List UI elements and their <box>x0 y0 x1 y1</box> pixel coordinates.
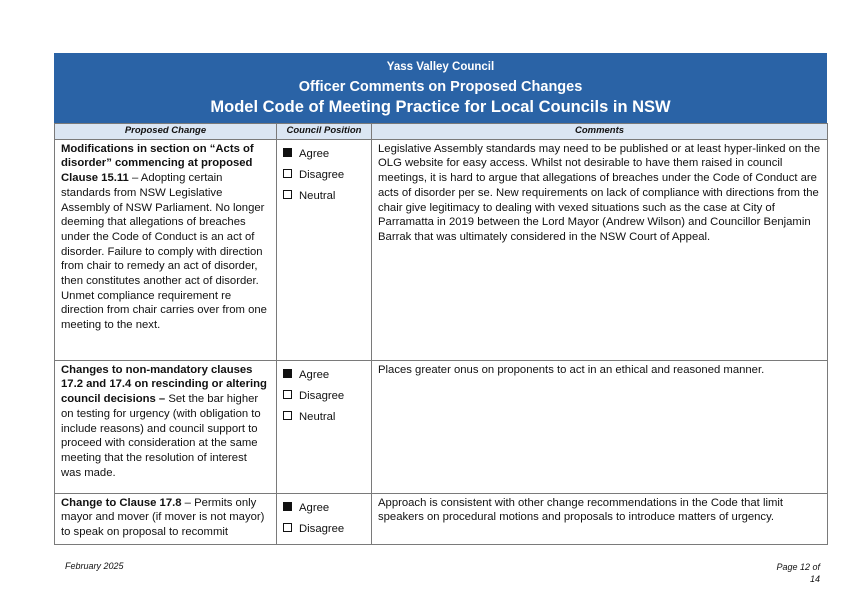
position-option-agree[interactable] <box>283 500 365 521</box>
comment-cell: Approach is consistent with other change recommendations in the Code that limit speakers on procedural motions and proposals to introduce matters of urgency. <box>372 493 828 544</box>
column-header-council-position: Council Position <box>277 124 372 140</box>
comment-cell: Places greater onus on proponents to act in an ethical and reasoned manner. <box>372 360 828 493</box>
proposed-change-cell <box>55 139 277 360</box>
checkbox-empty-icon[interactable] <box>283 390 292 399</box>
option-label: Neutral <box>299 410 336 423</box>
checkbox-empty-icon[interactable] <box>283 190 292 199</box>
checkbox-checked-icon[interactable] <box>283 502 292 511</box>
option-label: Disagree <box>299 389 345 402</box>
comments-table <box>54 123 828 545</box>
council-position-cell <box>277 360 372 493</box>
table-row <box>55 139 828 360</box>
table-row <box>55 493 828 544</box>
change-heading: Changes to non-mandatory clauses 17.2 and 17.4 on rescinding or altering council decisions – <box>61 363 267 406</box>
change-description: – Adopting certain standards from NSW Legislative Assembly of NSW Parliament. No longer deeming that allegations of breaches under the Code of Conduct is an act of disorder. Failure to comply with direction from chair to remedy an act of disorder, then constitutes another act of disorder. Unmet compliance requirement re direction from chair carries over from one meeting to the next. <box>61 172 267 332</box>
document-title: Model Code of Meeting Practice for Local Councils in NSW <box>210 98 671 116</box>
change-heading: Change to Clause 17.8 <box>61 496 182 509</box>
position-option-agree[interactable] <box>283 367 365 388</box>
document-header <box>54 53 827 123</box>
council-position-cell <box>277 493 372 544</box>
org-name: Yass Valley Council <box>386 61 495 73</box>
column-header-proposed-change: Proposed Change <box>55 124 277 140</box>
document-subtitle: Officer Comments on Proposed Changes <box>298 79 583 95</box>
page-number <box>776 561 820 585</box>
checkbox-empty-icon[interactable] <box>283 411 292 420</box>
position-option-disagree[interactable] <box>283 388 365 409</box>
checkbox-empty-icon[interactable] <box>283 523 292 532</box>
proposed-change-cell <box>55 360 277 493</box>
checkbox-empty-icon[interactable] <box>283 169 292 178</box>
position-option-disagree[interactable] <box>283 167 365 188</box>
option-label: Agree <box>299 501 330 514</box>
table-header-row <box>55 124 828 140</box>
comment-cell: Legislative Assembly standards may need to be published or at least hyper-linked on the OLG website for easy access. Whilst not desirable to have them raised in council meetings, it is hard to argue that allegations of breaches under the Code of Conduct are acts of disorder per se. New requirements on lack of compliance with directions from the chair give legitimacy to dealing with vexed situations such as the case at City of Parramatta in 2019 between the Lord Mayor (Andrew Wilson) and Councillor Benjamin Barrak that was ultimately considered in the NSW Court of Appeal. <box>372 139 828 360</box>
checkbox-checked-icon[interactable] <box>283 148 292 157</box>
option-label: Neutral <box>299 189 336 202</box>
table-row <box>55 360 828 493</box>
change-description: – Permits only mayor and mover (if mover is not mayor) to speak on proposal to recommit <box>61 496 265 539</box>
proposed-change-cell <box>55 493 277 544</box>
council-position-cell <box>277 139 372 360</box>
change-heading: Modifications in section on “Acts of disorder” commencing at proposed Clause 15.11 <box>61 142 254 185</box>
position-option-agree[interactable] <box>283 146 365 167</box>
page-number-line: Page 12 of <box>776 562 820 572</box>
option-label: Agree <box>299 147 330 160</box>
footer-date: February 2025 <box>65 561 124 571</box>
option-label: Disagree <box>299 522 345 535</box>
position-option-neutral[interactable] <box>283 188 365 209</box>
checkbox-checked-icon[interactable] <box>283 369 292 378</box>
position-option-disagree[interactable] <box>283 521 365 542</box>
change-description: Set the bar higher on testing for urgency (with obligation to include reasons) and council support to proceed with consideration at the same meeting that the resolution of interest was made. <box>61 393 261 479</box>
option-label: Agree <box>299 368 330 381</box>
option-label: Disagree <box>299 168 345 181</box>
page-number-total: 14 <box>809 574 820 584</box>
position-option-neutral[interactable] <box>283 409 365 430</box>
column-header-comments: Comments <box>372 124 828 140</box>
